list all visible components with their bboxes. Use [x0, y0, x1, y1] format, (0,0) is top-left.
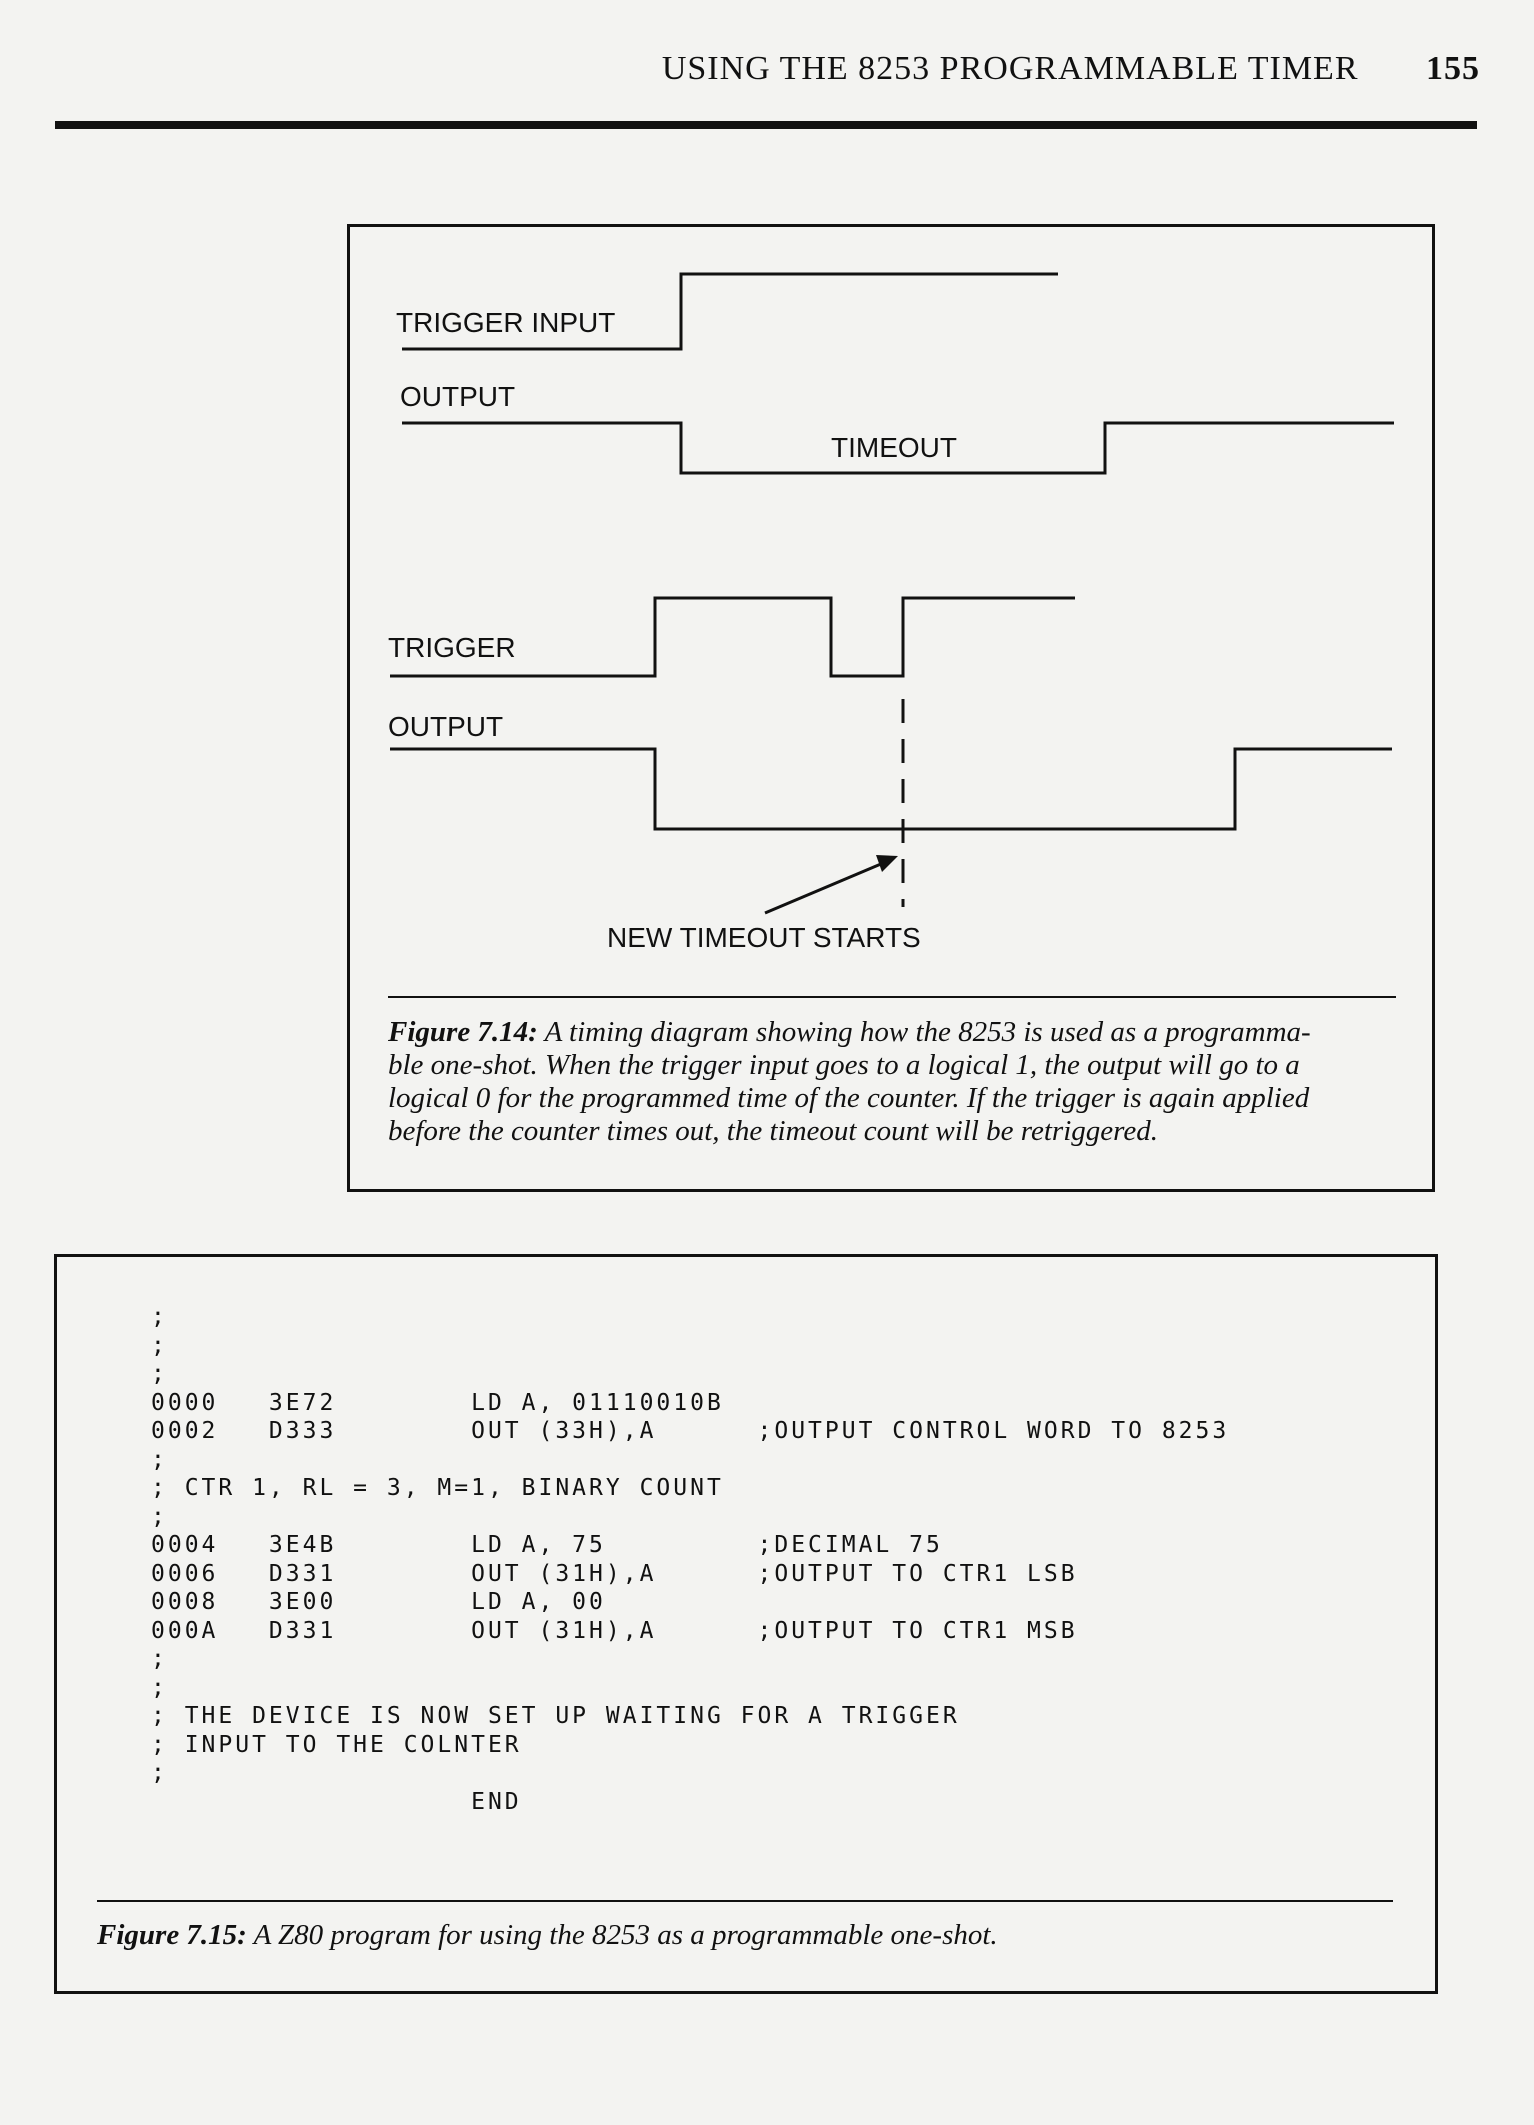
code-line: END [151, 1788, 522, 1815]
code-line: 0002 D333 OUT (33H),A ;OUTPUT CONTROL WORD TO 8253 [151, 1418, 1230, 1444]
code-line: ; [151, 1304, 168, 1330]
code-line: ; [151, 1674, 168, 1701]
caption-line: ble one-shot. When the trigger input goes to a logical 1, the output will go to a [388, 1049, 1300, 1081]
caption-text: A Z80 program for using the 8253 as a programmable one-shot. [253, 1919, 998, 1951]
timeout-label: TIMEOUT [831, 432, 957, 463]
code-line: ; [151, 1503, 168, 1530]
figure-7-14-caption [388, 1016, 1408, 1148]
caption-line: A timing diagram showing how the 8253 is used as a programma- [544, 1016, 1311, 1048]
code-line: ; [151, 1332, 168, 1359]
figure-7-15-caption-rule [97, 1900, 1393, 1902]
code-line: ; [151, 1361, 168, 1387]
header-rule [55, 121, 1477, 129]
code-line: 0008 3E00 LD A, 00 [151, 1589, 606, 1615]
caption-line: logical 0 for the programmed time of the counter. If the trigger is again applied [388, 1082, 1310, 1114]
code-line: ; [151, 1646, 168, 1672]
code-line: ; CTR 1, RL = 3, M=1, BINARY COUNT [151, 1475, 724, 1501]
output-label-1: OUTPUT [400, 381, 516, 412]
code-line: ; [151, 1446, 168, 1473]
code-line: ; THE DEVICE IS NOW SET UP WAITING FOR A TRIGGER [151, 1703, 960, 1729]
trigger-input-label: TRIGGER INPUT [396, 307, 616, 338]
new-timeout-label: NEW TIMEOUT STARTS [607, 922, 921, 953]
trigger-label: TRIGGER [388, 632, 516, 663]
caption-line: before the counter times out, the timeout count will be retriggered. [388, 1115, 1158, 1147]
code-line: 000A D331 OUT (31H),A ;OUTPUT TO CTR1 MSB [151, 1617, 1078, 1644]
code-line: 0004 3E4B LD A, 75 ;DECIMAL 75 [151, 1532, 943, 1558]
code-line: ; INPUT TO THE COLNTER [151, 1731, 522, 1758]
code-line: 0000 3E72 LD A, 01110010B [151, 1389, 724, 1416]
page-number: 155 [1426, 50, 1480, 87]
caption-label: Figure 7.14: [388, 1016, 538, 1048]
figure-7-14 [347, 224, 1435, 1192]
caption-label: Figure 7.15: [97, 1919, 247, 1951]
figure-7-15 [54, 1254, 1438, 1994]
figure-7-15-caption [97, 1919, 1397, 1952]
arrow-shaft [765, 861, 888, 913]
output-waveform-2 [390, 749, 1392, 829]
code-line: ; [151, 1760, 168, 1786]
arrow-head [876, 855, 898, 872]
z80-program-listing [151, 1303, 1229, 1816]
output-label-2: OUTPUT [388, 711, 504, 742]
figure-7-14-caption-rule [388, 996, 1396, 998]
code-line: 0006 D331 OUT (31H),A ;OUTPUT TO CTR1 LSB [151, 1560, 1078, 1587]
running-title: USING THE 8253 PROGRAMMABLE TIMER [661, 50, 1359, 87]
running-header [0, 50, 1480, 88]
